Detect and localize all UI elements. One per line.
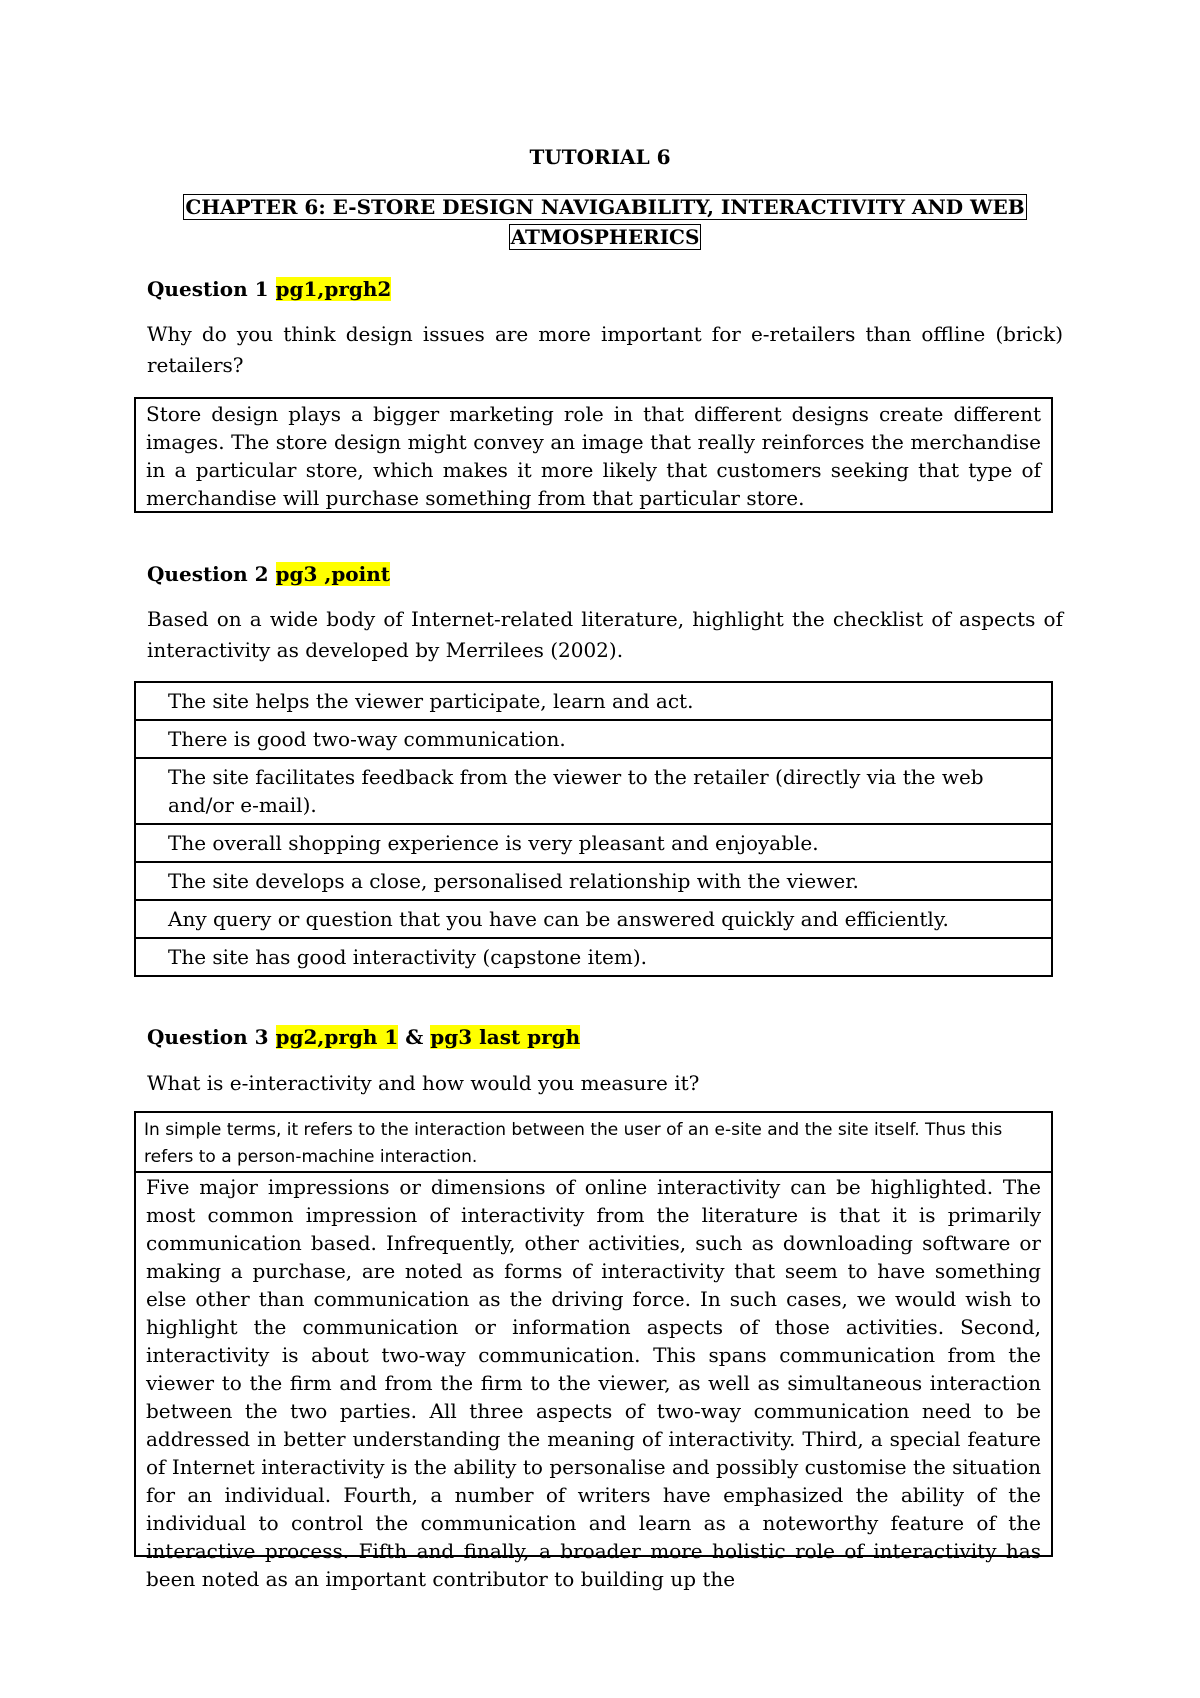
question-3-short-answer-box (134, 1111, 1053, 1173)
chapter-heading-line2: ATMOSPHERICS (510, 225, 700, 249)
checklist-row (135, 720, 1052, 758)
checklist-item: The site helps the viewer participate, learn and act. (135, 682, 1052, 720)
checklist-item: The site develops a close, personalised relationship with the viewer. (135, 862, 1052, 900)
checklist-item: The site has good interactivity (capstone item). (135, 938, 1052, 976)
checklist-item: There is good two-way communication. (135, 720, 1052, 758)
question-2-label: Question 2 (147, 562, 269, 586)
question-1-heading (147, 275, 391, 303)
question-1-answer-box (134, 397, 1053, 513)
checklist-item: The site facilitates feedback from the viewer to the retailer (directly via the web and/or e-mail). (135, 758, 1052, 824)
question-2-page-ref: pg3 ,point (275, 562, 391, 586)
page-title: TUTORIAL 6 (529, 145, 671, 169)
checklist-row (135, 862, 1052, 900)
question-3-page-ref-1: pg2,prgh 1 (275, 1025, 399, 1049)
question-2-text: Based on a wide body of Internet-related literature, highlight the checklist of aspects of interactivity as developed by Merrilees (2002). (147, 607, 1063, 662)
chapter-heading (167, 192, 1043, 252)
question-3-ampersand: & (405, 1025, 424, 1049)
interactivity-checklist (134, 681, 1053, 977)
question-3-text: What is e-interactivity and how would you measure it? (147, 1071, 700, 1095)
checklist-row (135, 758, 1052, 824)
question-2-heading (147, 560, 390, 588)
chapter-heading-line1: CHAPTER 6: E-STORE DESIGN NAVIGABILITY, INTERACTIVITY AND WEB (185, 195, 1025, 219)
question-1-label: Question 1 (147, 277, 269, 301)
question-1-answer: Store design plays a bigger marketing role in that different designs create different images. The store design might convey an image that really reinforces the merchandise in a particular store, which makes it more likely that customers seeking that type of merchandise will purchase something from that particular store. (146, 402, 1041, 510)
question-3-short-answer: In simple terms, it refers to the interaction between the user of an e-site and the site itself. Thus this refers to a person-machine interaction. (144, 1120, 1003, 1167)
question-3-long-answer: Five major impressions or dimensions of online interactivity can be highlighted. The most common impression of interactivity from the literature is that it is primarily communication based. Infrequently, other activities, such as downloading software or making a purchase, are noted as forms of interactivity that seem to have something else other than communication as the driving force. In such cases, we would wish to highlight the communication or information aspects of those activities. Second, interactivity is about two-way communication. This spans communication from the viewer to the firm and from the firm to the viewer, as well as simultaneous interaction between the two parties. All three aspects of two-way communication need to be addressed in better understanding the meaning of interactivity. Third, a special feature of Internet interactivity is the ability to personalise and possibly customise the situation for an individual. Fourth, a number of writers have emphasized the ability of the individual to control the communication and learn as a noteworthy feature of the interactive process. Fifth and finally, a broader more holistic role of interactivity has been noted as an important contributor to building up the (146, 1175, 1041, 1591)
question-3-page-ref-2: pg3 last prgh (430, 1025, 581, 1049)
checklist-item: The overall shopping experience is very pleasant and enjoyable. (135, 824, 1052, 862)
checklist-row (135, 938, 1052, 976)
checklist-row (135, 682, 1052, 720)
question-3-long-answer-box (134, 1171, 1053, 1591)
question-3-heading (147, 1023, 580, 1051)
checklist-row (135, 824, 1052, 862)
checklist-item: Any query or question that you have can be answered quickly and efficiently. (135, 900, 1052, 938)
question-1-page-ref: pg1,prgh2 (275, 277, 392, 301)
checklist-row (135, 900, 1052, 938)
question-3-label: Question 3 (147, 1025, 269, 1049)
question-1-text: Why do you think design issues are more important for e-retailers than offline (brick) retailers? (147, 322, 1063, 377)
